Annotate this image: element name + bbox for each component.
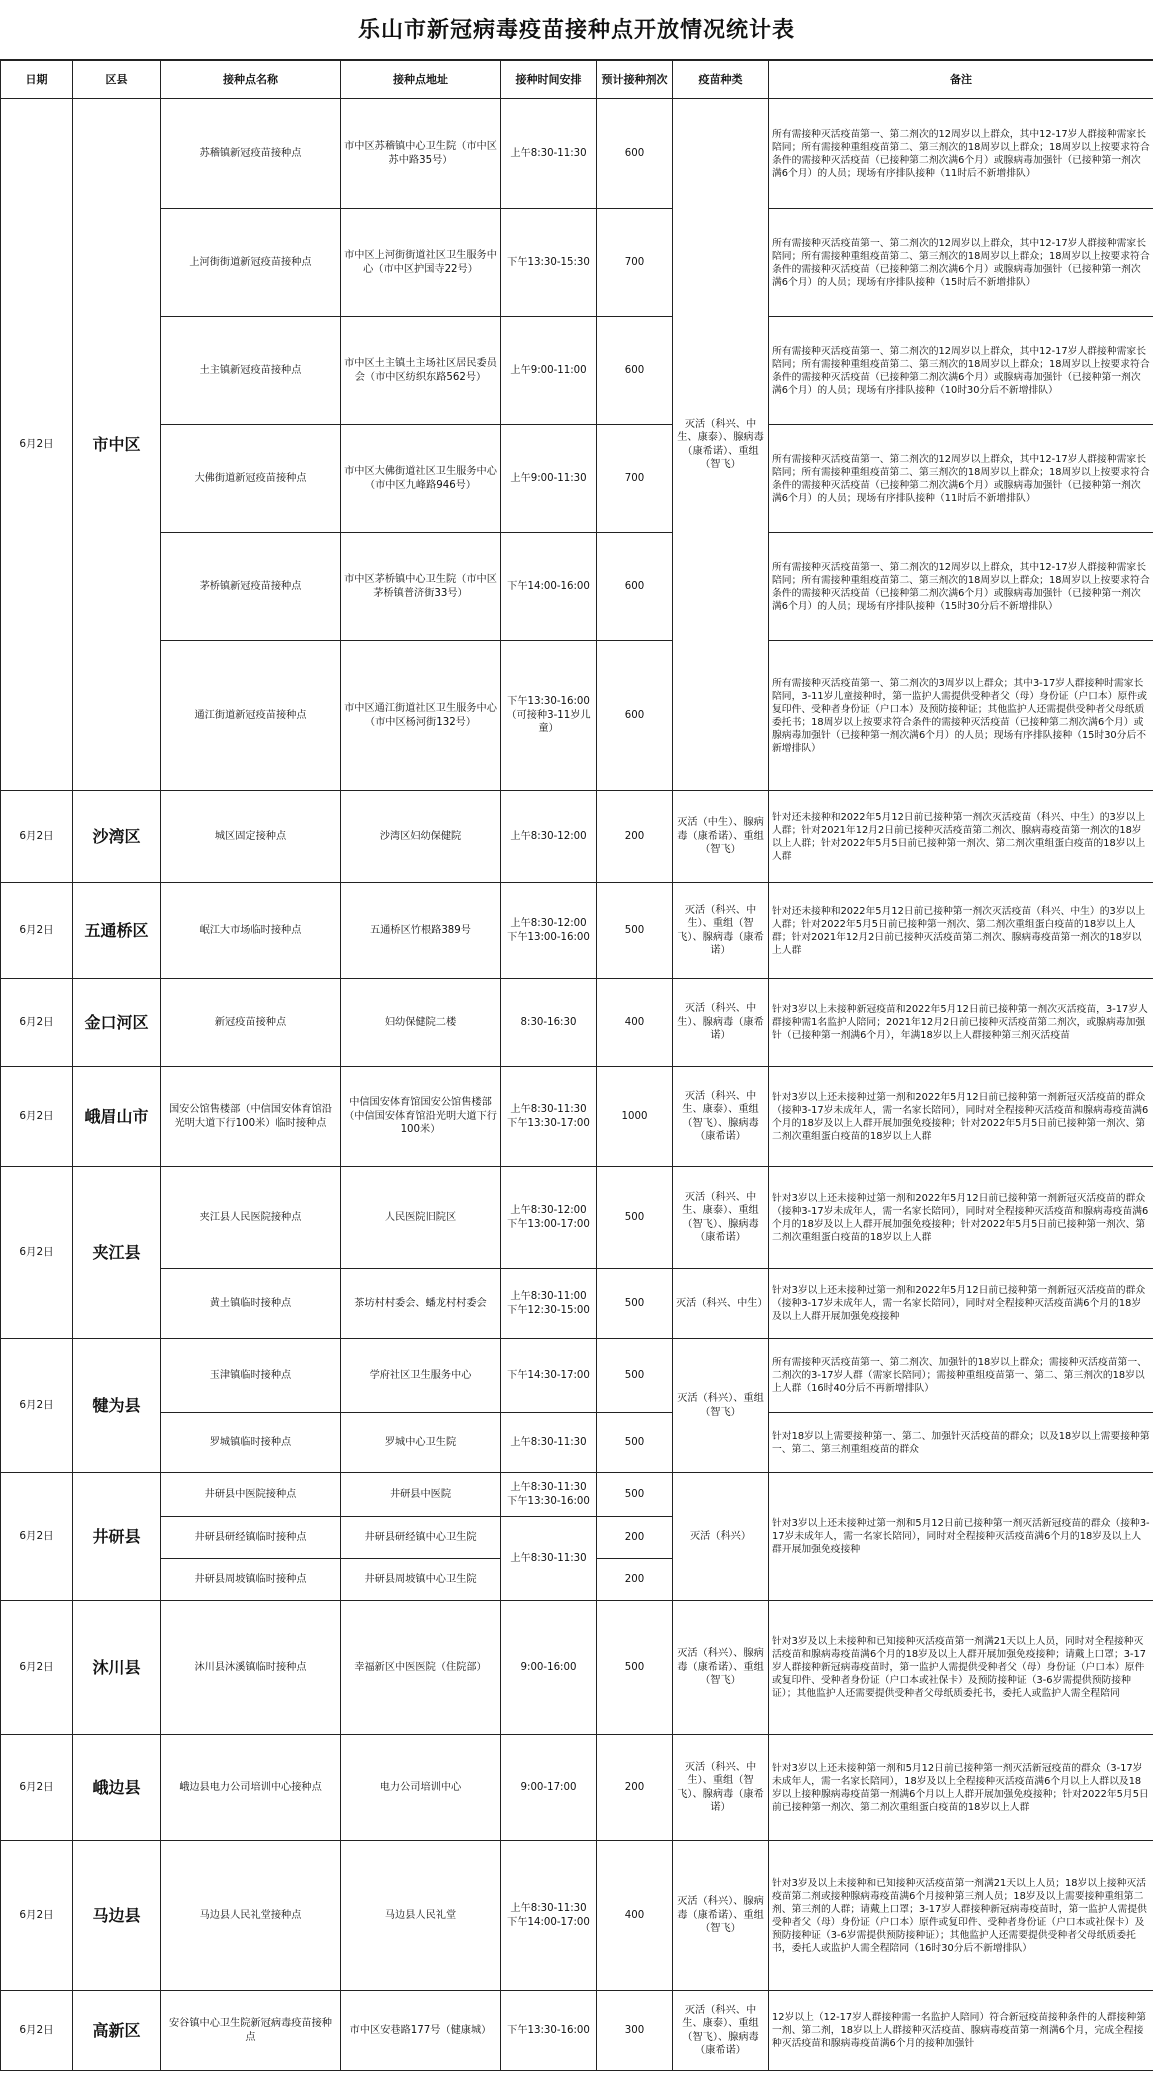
time-cell: 8:30-16:30 — [501, 979, 597, 1067]
site-name-cell: 大佛街道新冠疫苗接种点 — [161, 425, 341, 533]
date-cell: 6月2日 — [1, 1067, 73, 1167]
doses-cell: 600 — [597, 533, 673, 641]
doses-cell: 200 — [597, 791, 673, 883]
site-address-cell: 市中区安巷路177号（健康城） — [341, 1991, 501, 2071]
doses-cell: 500 — [597, 1601, 673, 1735]
vaccine-cell: 灭活（科兴、中生）、腺病毒（康希诺） — [673, 979, 769, 1067]
site-name-cell: 国安公馆售楼部（中信国安体育馆沿光明大道下行100米）临时接种点 — [161, 1067, 341, 1167]
site-address-cell: 市中区土主镇土主场社区居民委员会（市中区纺织东路562号） — [341, 317, 501, 425]
header-row — [1, 61, 1153, 99]
table-row — [1, 209, 1153, 317]
site-address-cell: 五通桥区竹根路389号 — [341, 883, 501, 979]
vaccine-cell: 灭活（科兴、中生、康泰）、重组（智飞）、腺病毒（康希诺） — [673, 1991, 769, 2071]
doses-cell: 700 — [597, 209, 673, 317]
table-row — [1, 1339, 1153, 1413]
table-row — [1, 979, 1153, 1067]
note-cell: 所有需接种灭活疫苗第一、第二剂次的12周岁以上群众，其中12-17岁人群接种需家长陪同；所有需接种重组疫苗第二、第三剂次的18周岁以上群众；18周岁以上按要求符合条件的需接种灭活疫苗（已接种第二剂次满6个月）或腺病毒加强针（已接种第一剂次满6个月）的人员；现场有序排队接种（10时30分后不新增排队） — [769, 317, 1153, 425]
time-cell: 上午8:30-12:00 — [501, 791, 597, 883]
vaccine-cell: 灭活（科兴） — [673, 1473, 769, 1601]
vaccine-cell: 灭活（科兴、中生）、重组（智飞）、腺病毒（康希诺） — [673, 883, 769, 979]
table-row — [1, 1841, 1153, 1991]
date-cell: 6月2日 — [1, 1735, 73, 1841]
table-row — [1, 1167, 1153, 1269]
site-name-cell: 上河街街道新冠疫苗接种点 — [161, 209, 341, 317]
time-cell: 下午14:00-16:00 — [501, 533, 597, 641]
note-cell: 针对3岁及以上未接种和已知接种灭活疫苗第一剂满21天以上人员，同时对全程接种灭活疫苗和腺病毒疫苗满6个月的18岁及以上人群开展加强免疫接种；请戴上口罩；3-17岁人群接种新冠病毒疫苗时，第一监护人需提供受种者父（母）身份证（户口本）原件或复印件、受种者身份证（户口本或社保卡）及预防接种证（3-6岁需提供预防接种证）；其他监护人还需要提供受种者父母纸质委托书，委托人或监护人需全程陪同 — [769, 1601, 1153, 1735]
site-address-cell: 妇幼保健院二楼 — [341, 979, 501, 1067]
doses-cell: 200 — [597, 1517, 673, 1559]
table-row — [1, 1269, 1153, 1339]
note-cell: 12岁以上（12-17岁人群接种需一名监护人陪同）符合新冠疫苗接种条件的人群接种第一剂、第二剂，18岁以上人群接种灭活疫苗、腺病毒疫苗第一剂满6个月，完成全程接种灭活疫苗和腺病毒疫苗满6个月的接种加强针 — [769, 1991, 1153, 2071]
district-cell: 峨边县 — [73, 1735, 161, 1841]
site-name-cell: 井研县中医院接种点 — [161, 1473, 341, 1517]
doses-cell: 700 — [597, 425, 673, 533]
vaccine-cell: 灭活（科兴）、腺病毒（康希诺）、重组（智飞） — [673, 1601, 769, 1735]
table-row — [1, 1991, 1153, 2071]
doses-cell: 500 — [597, 1413, 673, 1473]
note-cell: 所有需接种灭活疫苗第一、第二剂次的12周岁以上群众，其中12-17岁人群接种需家长陪同；所有需接种重组疫苗第二、第三剂次的18周岁以上群众；18周岁以上按要求符合条件的需接种灭活疫苗（已接种第二剂次满6个月）或腺病毒加强针（已接种第一剂次满6个月）的人员；现场有序排队接种（15时30分后不新增排队） — [769, 533, 1153, 641]
doses-cell: 500 — [597, 883, 673, 979]
note-cell: 所有需接种灭活疫苗第一、第二剂次的12周岁以上群众，其中12-17岁人群接种需家长陪同；所有需接种重组疫苗第二、第三剂次的18周岁以上群众；18周岁以上按要求符合条件的需接种灭活疫苗（已接种第二剂次满6个月）或腺病毒加强针（已接种第一剂次满6个月）的人员；现场有序排队接种（11时后不新增排队） — [769, 99, 1153, 209]
date-cell: 6月2日 — [1, 99, 73, 791]
time-cell: 上午8:30-11:30 — [501, 1517, 597, 1601]
note-cell: 所有需接种灭活疫苗第一、第二剂次、加强针的18岁以上群众；需接种灭活疫苗第一、二剂次的3-17岁人群（需家长陪同）；需接种重组疫苗第一、第二、第三剂次的18岁以上人群（16时40分后不再新增排队） — [769, 1339, 1153, 1413]
table-row — [1, 641, 1153, 791]
time-cell: 上午8:30-11:00 下午12:30-15:00 — [501, 1269, 597, 1339]
note-cell: 针对3岁以上还未接种过第一剂和2022年5月12日前已接种第一剂新冠灭活疫苗的群众（接种3-17岁未成年人，需一名家长陪同），同时对全程接种灭活疫苗满6个月的18岁及以上人群开展加强免疫接种 — [769, 1269, 1153, 1339]
note-cell: 所有需接种灭活疫苗第一、第二剂次的3周岁以上群众；其中3-17岁人群接种时需家长陪同，3-11岁儿童接种时，第一监护人需提供受种者父（母）身份证（户口本）原件或复印件、受种者身份证（户口本）及预防接种证；其他监护人还需提供受种者父母纸质委托书；18周岁以上按要求符合条件的需接种灭活疫苗（已接种第二剂次满6个月）或腺病毒加强针（已接种第一剂次满6个月）的人员；现场有序排队接种（15时30分后不新增排队） — [769, 641, 1153, 791]
doses-cell: 600 — [597, 317, 673, 425]
site-name-cell: 城区固定接种点 — [161, 791, 341, 883]
district-cell: 金口河区 — [73, 979, 161, 1067]
site-name-cell: 罗城镇临时接种点 — [161, 1413, 341, 1473]
date-cell: 6月2日 — [1, 791, 73, 883]
date-cell: 6月2日 — [1, 979, 73, 1067]
site-name-cell: 土主镇新冠疫苗接种点 — [161, 317, 341, 425]
doses-cell: 300 — [597, 1991, 673, 2071]
table-row — [1, 533, 1153, 641]
site-name-cell: 安谷镇中心卫生院新冠病毒疫苗接种点 — [161, 1991, 341, 2071]
doses-cell: 1000 — [597, 1067, 673, 1167]
col-header-vaccine: 疫苗种类 — [673, 61, 769, 99]
doses-cell: 500 — [597, 1339, 673, 1413]
time-cell: 上午8:30-11:30 下午13:30-16:00 — [501, 1473, 597, 1517]
doses-cell: 400 — [597, 979, 673, 1067]
site-address-cell: 市中区大佛街道社区卫生服务中心（市中区九峰路946号） — [341, 425, 501, 533]
time-cell: 9:00-17:00 — [501, 1735, 597, 1841]
note-cell: 针对3岁以上还未接种第一剂和5月12日前已接种第一剂灭活新冠疫苗的群众（3-17岁未成年人，需一名家长陪同），18岁及以上全程接种灭活疫苗满6个月以上人群以及18岁以上接种腺病毒疫苗第一剂满6个月以上人群开展加强免疫接种；针对2022年5月5日前已接种第一剂次、第二剂次重组蛋白疫苗的18岁以上人群 — [769, 1735, 1153, 1841]
site-address-cell: 幸福新区中医医院（住院部） — [341, 1601, 501, 1735]
note-cell: 针对3岁以上还未接种过第一剂和2022年5月12日前已接种第一剂新冠灭活疫苗的群众（接种3-17岁未成年人，需一名家长陪同），同时对全程接种灭活疫苗和腺病毒疫苗满6个月的18岁及以上人群开展加强免疫接种；针对2022年5月5日前已接种第一剂次、第二剂次重组蛋白疫苗的18岁以上人群 — [769, 1167, 1153, 1269]
col-header-district: 区县 — [73, 61, 161, 99]
site-address-cell: 人民医院旧院区 — [341, 1167, 501, 1269]
site-name-cell: 峨边县电力公司培训中心接种点 — [161, 1735, 341, 1841]
vaccine-cell: 灭活（科兴、中生、康泰）、重组（智飞）、腺病毒（康希诺） — [673, 1067, 769, 1167]
table-row — [1, 1735, 1153, 1841]
site-name-cell: 玉津镇临时接种点 — [161, 1339, 341, 1413]
site-address-cell: 茶坊村村委会、蟠龙村村委会 — [341, 1269, 501, 1339]
site-name-cell: 井研县周坡镇临时接种点 — [161, 1559, 341, 1601]
time-cell: 上午8:30-12:00 下午13:00-16:00 — [501, 883, 597, 979]
site-address-cell: 学府社区卫生服务中心 — [341, 1339, 501, 1413]
table-row — [1, 99, 1153, 209]
time-cell: 上午9:00-11:30 — [501, 425, 597, 533]
time-cell: 上午8:30-12:00 下午13:00-17:00 — [501, 1167, 597, 1269]
table-row — [1, 1601, 1153, 1735]
district-cell: 峨眉山市 — [73, 1067, 161, 1167]
time-cell: 下午14:30-17:00 — [501, 1339, 597, 1413]
date-cell: 6月2日 — [1, 1991, 73, 2071]
note-cell: 针对还未接种和2022年5月12日前已接种第一剂次灭活疫苗（科兴、中生）的3岁以上人群；针对2022年5月5日前已接种第一剂次、第二剂次重组蛋白疫苗的18岁以上人群；针对2021年12月2日前已接种灭活疫苗第二剂次、腺病毒疫苗第一剂次的18岁以上人群 — [769, 883, 1153, 979]
doses-cell: 400 — [597, 1841, 673, 1991]
doses-cell: 200 — [597, 1559, 673, 1601]
site-name-cell: 新冠疫苗接种点 — [161, 979, 341, 1067]
vaccine-cell: 灭活（科兴）、重组（智飞） — [673, 1339, 769, 1473]
site-address-cell: 井研县研经镇中心卫生院 — [341, 1517, 501, 1559]
vaccine-cell: 灭活（科兴、中生、康泰）、腺病毒（康希诺）、重组（智飞） — [673, 99, 769, 791]
doses-cell: 500 — [597, 1167, 673, 1269]
table-row — [1, 317, 1153, 425]
site-name-cell: 岷江大市场临时接种点 — [161, 883, 341, 979]
district-cell: 犍为县 — [73, 1339, 161, 1473]
doses-cell: 500 — [597, 1269, 673, 1339]
note-cell: 所有需接种灭活疫苗第一、第二剂次的12周岁以上群众，其中12-17岁人群接种需家长陪同；所有需接种重组疫苗第二、第三剂次的18周岁以上群众；18周岁以上按要求符合条件的需接种灭活疫苗（已接种第二剂次满6个月）或腺病毒加强针（已接种第一剂次满6个月）的人员；现场有序排队接种（11时后不新增排队） — [769, 425, 1153, 533]
col-header-notes: 备注 — [769, 61, 1153, 99]
district-cell: 井研县 — [73, 1473, 161, 1601]
time-cell: 上午8:30-11:30 — [501, 99, 597, 209]
table-row — [1, 1413, 1153, 1473]
site-name-cell: 井研县研经镇临时接种点 — [161, 1517, 341, 1559]
note-cell: 针对还未接种和2022年5月12日前已接种第一剂次灭活疫苗（科兴、中生）的3岁以上人群；针对2021年12月2日前已接种灭活疫苗第二剂次、腺病毒疫苗第一剂次的18岁以上人群；针对2022年5月5日前已接种第一剂次、第二剂次重组蛋白疫苗的18岁以上人群 — [769, 791, 1153, 883]
vaccine-cell: 灭活（科兴、中生、康泰）、重组（智飞）、腺病毒（康希诺） — [673, 1167, 769, 1269]
time-cell: 下午13:30-15:30 — [501, 209, 597, 317]
col-header-site-name: 接种点名称 — [161, 61, 341, 99]
vaccine-cell: 灭活（中生）、腺病毒（康希诺）、重组（智飞） — [673, 791, 769, 883]
site-name-cell: 马边县人民礼堂接种点 — [161, 1841, 341, 1991]
time-cell: 下午13:30-16:00 — [501, 1991, 597, 2071]
site-address-cell: 罗城中心卫生院 — [341, 1413, 501, 1473]
date-cell: 6月2日 — [1, 1841, 73, 1991]
doses-cell: 200 — [597, 1735, 673, 1841]
site-name-cell: 黄土镇临时接种点 — [161, 1269, 341, 1339]
date-cell: 6月2日 — [1, 1167, 73, 1339]
note-cell: 针对3岁以上还未接种过第一剂和5月12日前已接种第一剂灭活新冠疫苗的群众（接种3-17岁未成年人，需一名家长陪同），同时对全程接种灭活疫苗满6个月的18岁及以上人群开展加强免疫接种 — [769, 1473, 1153, 1601]
vaccination-table — [0, 60, 1153, 2071]
page-title: 乐山市新冠病毒疫苗接种点开放情况统计表 — [0, 0, 1153, 60]
site-name-cell: 茅桥镇新冠疫苗接种点 — [161, 533, 341, 641]
note-cell: 针对18岁以上需要接种第一、第二、加强针灭活疫苗的群众；以及18岁以上需要接种第一、第二、第三剂重组疫苗的群众 — [769, 1413, 1153, 1473]
site-name-cell: 夹江县人民医院接种点 — [161, 1167, 341, 1269]
district-cell: 沙湾区 — [73, 791, 161, 883]
site-address-cell: 市中区通江街道社区卫生服务中心（市中区杨河街132号） — [341, 641, 501, 791]
time-cell: 上午9:00-11:00 — [501, 317, 597, 425]
site-address-cell: 井研县周坡镇中心卫生院 — [341, 1559, 501, 1601]
doses-cell: 500 — [597, 1473, 673, 1517]
note-cell: 所有需接种灭活疫苗第一、第二剂次的12周岁以上群众，其中12-17岁人群接种需家长陪同；所有需接种重组疫苗第二、第三剂次的18周岁以上群众；18周岁以上按要求符合条件的需接种灭活疫苗（已接种第二剂次满6个月）或腺病毒加强针（已接种第一剂次满6个月）的人员；现场有序排队接种（15时后不新增排队） — [769, 209, 1153, 317]
time-cell: 上午8:30-11:30 — [501, 1413, 597, 1473]
site-address-cell: 电力公司培训中心 — [341, 1735, 501, 1841]
district-cell: 马边县 — [73, 1841, 161, 1991]
time-cell: 上午8:30-11:30 下午13:30-17:00 — [501, 1067, 597, 1167]
date-cell: 6月2日 — [1, 1339, 73, 1473]
col-header-doses: 预计接种剂次 — [597, 61, 673, 99]
site-address-cell: 市中区苏稽镇中心卫生院（市中区苏中路35号） — [341, 99, 501, 209]
table-row — [1, 1067, 1153, 1167]
site-address-cell: 市中区茅桥镇中心卫生院（市中区茅桥镇普济街33号） — [341, 533, 501, 641]
district-cell: 市中区 — [73, 99, 161, 791]
col-header-time: 接种时间安排 — [501, 61, 597, 99]
site-address-cell: 中信国安体育馆国安公馆售楼部（中信国安体育馆沿光明大道下行100米） — [341, 1067, 501, 1167]
site-name-cell: 沐川县沐溪镇临时接种点 — [161, 1601, 341, 1735]
col-header-site-address: 接种点地址 — [341, 61, 501, 99]
note-cell: 针对3岁以上未接种新冠疫苗和2022年5月12日前已接种第一剂次灭活疫苗，3-17岁人群接种需1名监护人陪同；2021年12月2日前已接种灭活疫苗第二剂次，或腺病毒加强针（已接种第一剂满6个月），年满18岁以上人群接种第三剂灭活疫苗 — [769, 979, 1153, 1067]
table-row — [1, 1473, 1153, 1517]
site-name-cell: 苏稽镇新冠疫苗接种点 — [161, 99, 341, 209]
date-cell: 6月2日 — [1, 1601, 73, 1735]
doses-cell: 600 — [597, 641, 673, 791]
note-cell: 针对3岁以上还未接种过第一剂和2022年5月12日前已接种第一剂新冠灭活疫苗的群众（接种3-17岁未成年人，需一名家长陪同），同时对全程接种灭活疫苗和腺病毒疫苗满6个月的18岁及以上人群开展加强免疫接种；针对2022年5月5日前已接种第一剂次、第二剂次重组蛋白疫苗的18岁以上人群 — [769, 1067, 1153, 1167]
vaccine-cell: 灭活（科兴）、腺病毒（康希诺）、重组（智飞） — [673, 1841, 769, 1991]
district-cell: 五通桥区 — [73, 883, 161, 979]
table-row — [1, 791, 1153, 883]
site-name-cell: 通江街道新冠疫苗接种点 — [161, 641, 341, 791]
vaccine-cell: 灭活（科兴、中生）、重组（智飞）、腺病毒（康希诺） — [673, 1735, 769, 1841]
date-cell: 6月2日 — [1, 1473, 73, 1601]
table-row — [1, 425, 1153, 533]
doses-cell: 600 — [597, 99, 673, 209]
site-address-cell: 井研县中医院 — [341, 1473, 501, 1517]
district-cell: 高新区 — [73, 1991, 161, 2071]
time-cell: 9:00-16:00 — [501, 1601, 597, 1735]
site-address-cell: 市中区上河街街道社区卫生服务中心（市中区护国寺22号） — [341, 209, 501, 317]
vaccine-cell: 灭活（科兴、中生） — [673, 1269, 769, 1339]
table-row — [1, 883, 1153, 979]
district-cell: 夹江县 — [73, 1167, 161, 1339]
time-cell: 上午8:30-11:30 下午14:00-17:00 — [501, 1841, 597, 1991]
col-header-date: 日期 — [1, 61, 73, 99]
district-cell: 沐川县 — [73, 1601, 161, 1735]
note-cell: 针对3岁及以上未接种和已知接种灭活疫苗第一剂满21天以上人员；18岁以上接种灭活疫苗第二剂或接种腺病毒疫苗满6个月接种第三剂人员；18岁及以上需要接种重组第二剂、第三剂的人群；请戴上口罩；3-17岁人群接种新冠病毒疫苗时，第一监护人需提供受种者父（母）身份证（户口本）原件或复印件、受种者身份证（户口本或社保卡）及预防接种证（3-6岁需提供预防接种证）；其他监护人还需要提供受种者父母纸质委托书，委托人或监护人需全程陪同（16时30分后不新增排队） — [769, 1841, 1153, 1991]
date-cell: 6月2日 — [1, 883, 73, 979]
time-cell: 下午13:30-16:00（可接种3-11岁儿童） — [501, 641, 597, 791]
site-address-cell: 沙湾区妇幼保健院 — [341, 791, 501, 883]
site-address-cell: 马边县人民礼堂 — [341, 1841, 501, 1991]
